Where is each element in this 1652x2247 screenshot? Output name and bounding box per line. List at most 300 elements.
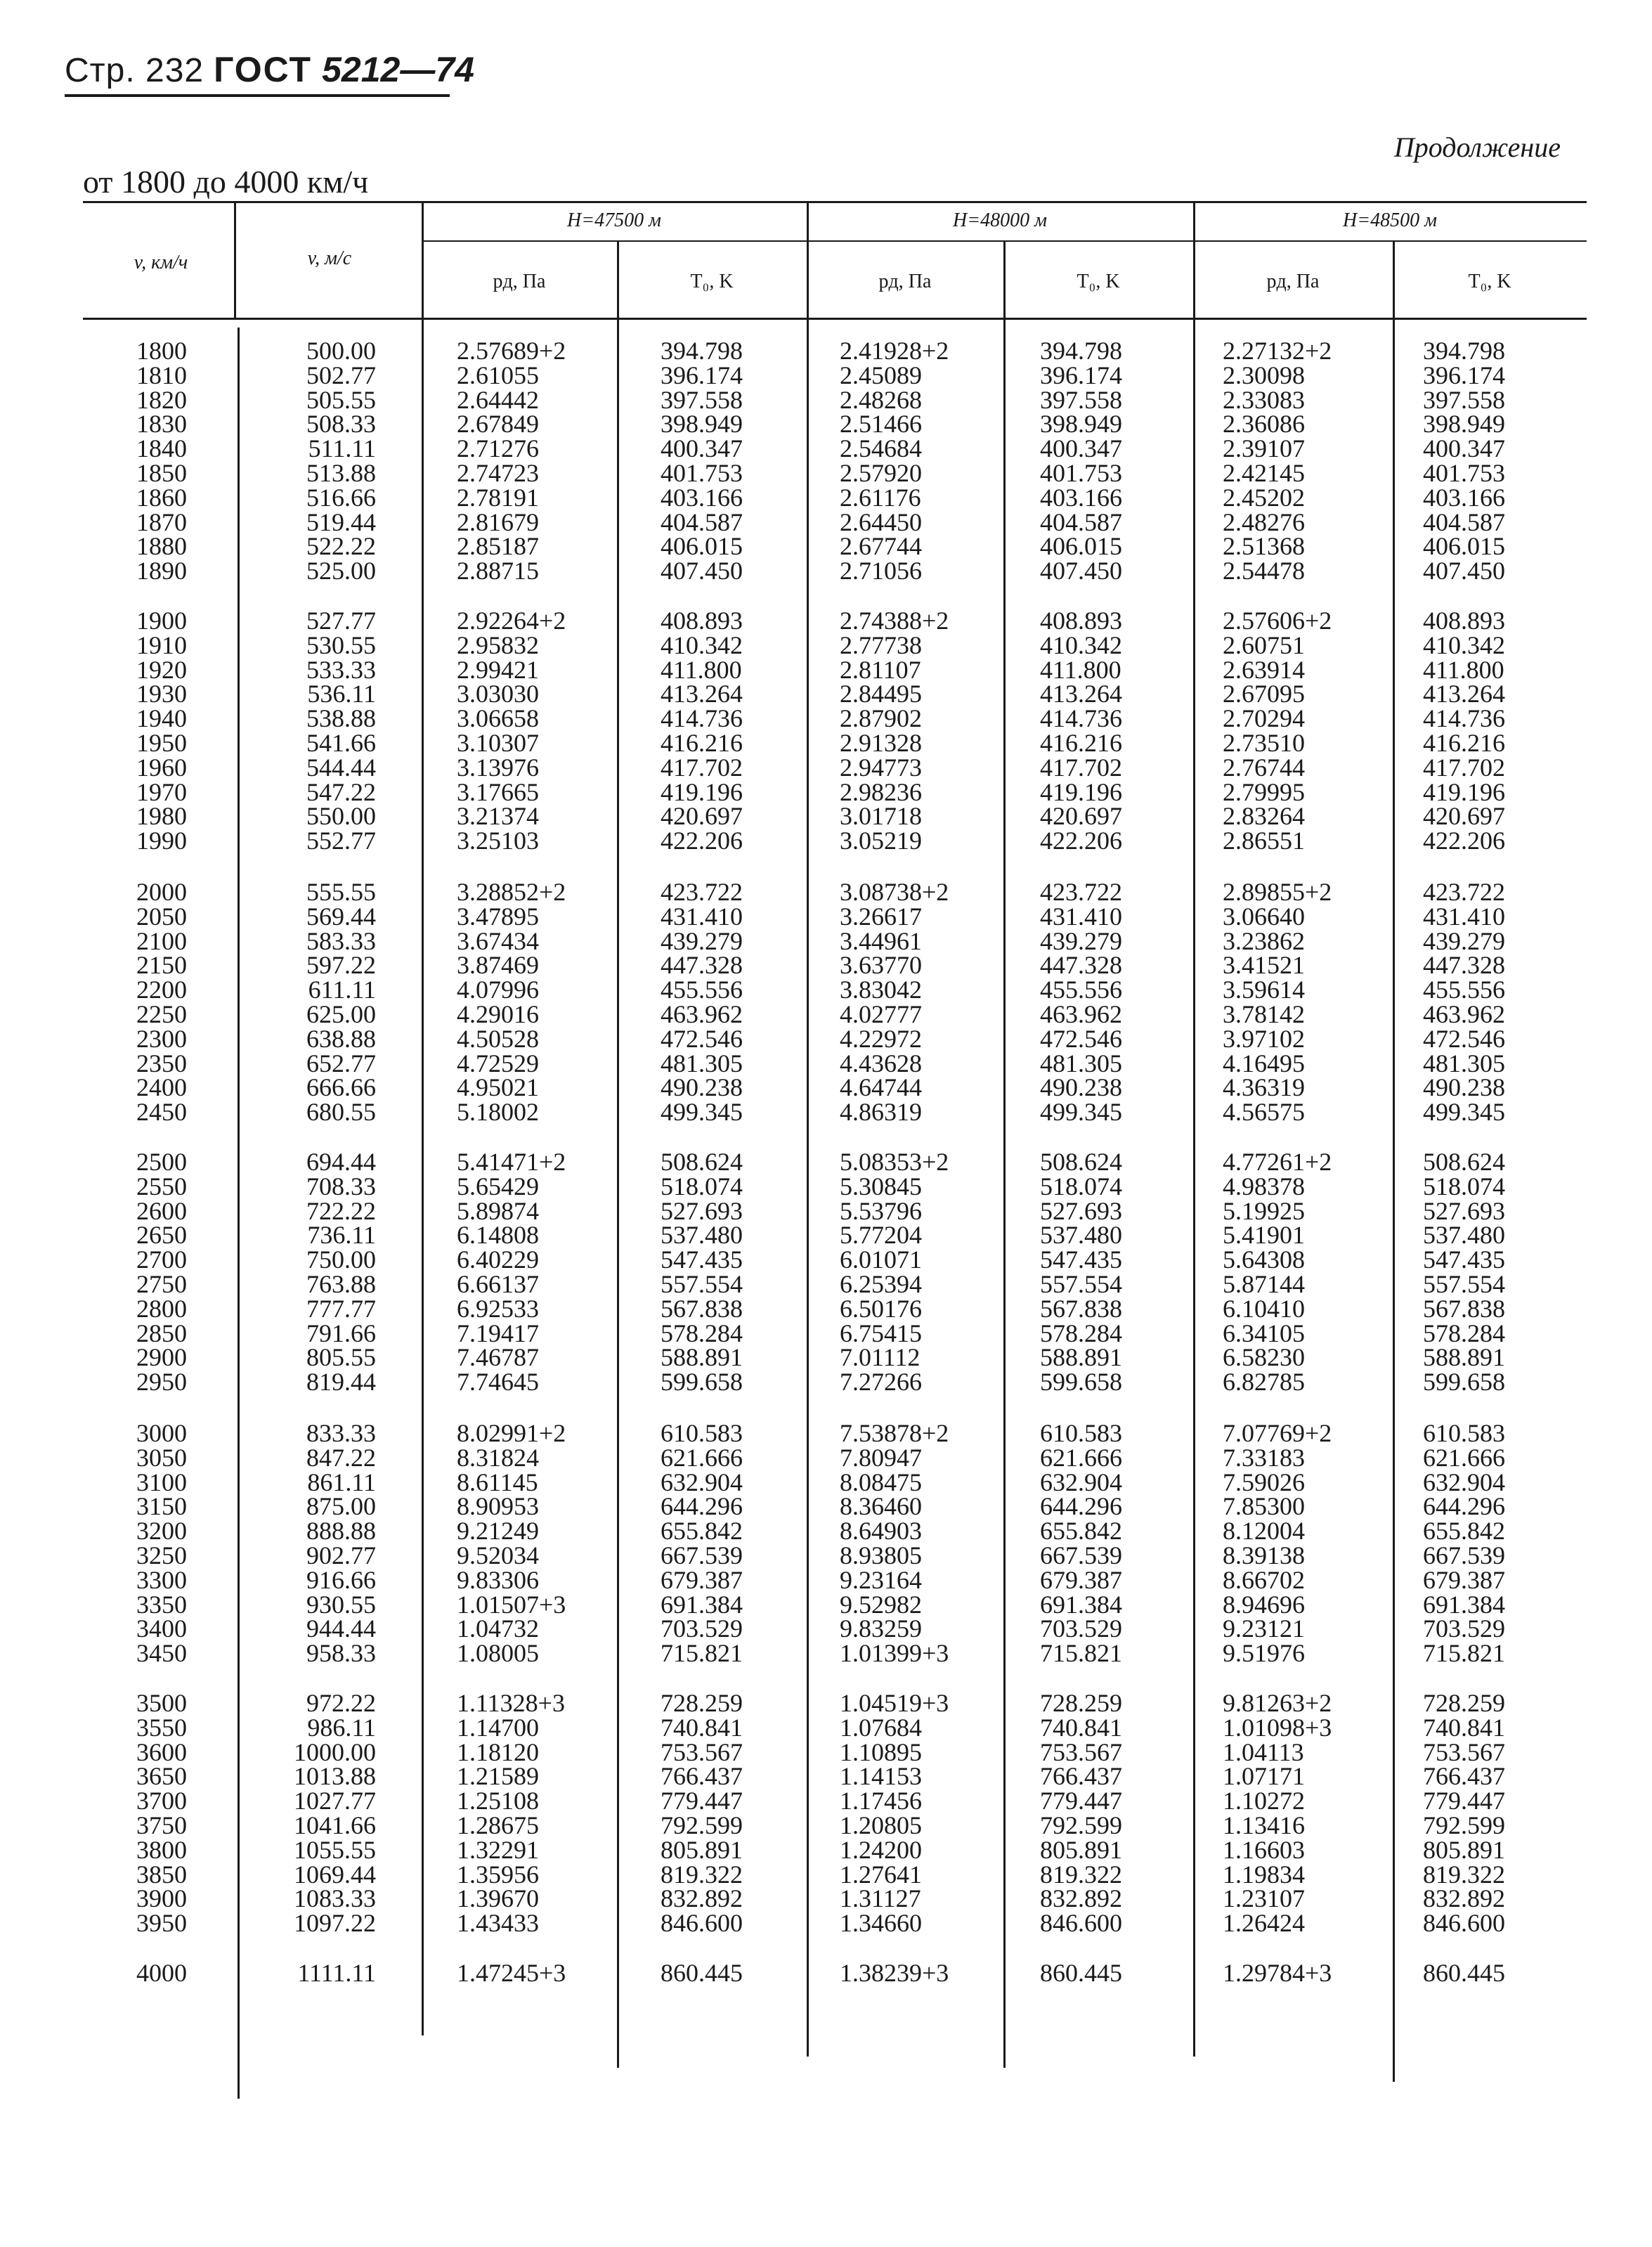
pressure-cell: 3.21374 (457, 802, 539, 831)
speed-kmh-cell: 3600 (136, 1737, 187, 1766)
temperature-cell: 679.387 (1040, 1565, 1122, 1594)
temperature-cell: 753.567 (1423, 1737, 1505, 1766)
temperature-cell: 431.410 (1040, 902, 1122, 931)
pressure-cell: 4.02777 (840, 1000, 922, 1028)
pressure-cell: 1.08005 (457, 1639, 539, 1668)
temperature-cell: 557.554 (1423, 1270, 1505, 1298)
header-altitude-2: H=48000 м (953, 209, 1047, 231)
speed-kmh-cell: 1830 (136, 410, 187, 439)
pressure-cell: 3.63770 (840, 951, 922, 980)
temperature-cell: 644.296 (661, 1492, 743, 1521)
temperature-cell: 422.206 (1423, 827, 1505, 855)
speed-ms-cell: 533.33 (306, 655, 376, 684)
temperature-cell: 644.296 (1423, 1492, 1505, 1521)
speed-ms-cell: 791.66 (306, 1319, 376, 1347)
pressure-cell: 1.38239+3 (840, 1959, 949, 1987)
pressure-cell: 3.97102 (1223, 1024, 1305, 1053)
pressure-cell: 2.51466 (840, 410, 922, 439)
temperature-cell: 508.624 (1423, 1148, 1505, 1176)
pressure-cell: 2.64442 (457, 385, 539, 414)
temperature-cell: 588.891 (661, 1343, 743, 1372)
pressure-cell: 9.23164 (840, 1565, 922, 1594)
pressure-cell: 9.52034 (457, 1541, 539, 1569)
table-row (0, 1272, 1652, 1297)
temperature-cell: 397.558 (1040, 385, 1122, 414)
speed-kmh-cell: 3750 (136, 1811, 187, 1839)
table-row (0, 363, 1652, 388)
temperature-cell: 406.015 (661, 532, 743, 561)
temperature-cell: 394.798 (661, 337, 743, 365)
temperature-cell: 397.558 (661, 385, 743, 414)
speed-ms-cell: 736.11 (307, 1221, 376, 1250)
pressure-cell: 1.01098+3 (1223, 1713, 1332, 1742)
speed-ms-cell: 930.55 (306, 1590, 376, 1619)
pressure-cell: 8.61145 (457, 1468, 538, 1496)
temperature-cell: 819.322 (1423, 1860, 1505, 1889)
temperature-cell: 527.693 (661, 1196, 743, 1225)
pressure-cell: 8.31824 (457, 1443, 539, 1472)
pressure-cell: 4.16495 (1223, 1049, 1305, 1077)
pressure-cell: 5.53796 (840, 1196, 922, 1225)
temperature-cell: 413.264 (1423, 680, 1505, 708)
temperature-cell: 779.447 (1423, 1787, 1505, 1815)
temperature-cell: 397.558 (1423, 385, 1505, 414)
speed-kmh-cell: 3250 (136, 1541, 187, 1569)
table-row (0, 1565, 1652, 1594)
temperature-cell: 447.328 (661, 951, 743, 980)
pressure-cell: 8.36460 (840, 1492, 922, 1521)
pressure-cell: 7.27266 (840, 1368, 922, 1397)
table-row (0, 461, 1652, 486)
temperature-cell: 417.702 (661, 753, 743, 782)
temperature-cell: 632.904 (1040, 1468, 1122, 1496)
page-header (65, 49, 474, 105)
speed-ms-cell: 680.55 (306, 1098, 376, 1127)
temperature-cell: 832.892 (1423, 1884, 1505, 1913)
speed-ms-cell: 597.22 (306, 951, 376, 980)
pressure-cell: 2.39107 (1223, 434, 1305, 463)
temperature-cell: 455.556 (1040, 976, 1122, 1004)
table-row (0, 1590, 1652, 1619)
speed-ms-cell: 986.11 (307, 1713, 376, 1742)
speed-ms-cell: 552.77 (306, 827, 376, 855)
temperature-cell: 667.539 (1423, 1541, 1505, 1569)
pressure-cell: 3.23862 (1223, 926, 1305, 955)
temperature-cell: 423.722 (1040, 878, 1122, 906)
temperature-cell: 728.259 (1423, 1689, 1505, 1717)
table-row (0, 682, 1652, 706)
temperature-cell: 667.539 (661, 1541, 743, 1569)
temperature-cell: 410.342 (1423, 630, 1505, 659)
pressure-cell: 1.18120 (457, 1737, 539, 1766)
temperature-cell: 860.445 (1423, 1959, 1505, 1987)
speed-kmh-cell: 3800 (136, 1835, 187, 1864)
table-row (0, 731, 1652, 756)
table-row (0, 829, 1652, 853)
temperature-cell: 447.328 (1423, 951, 1505, 980)
temperature-cell: 408.893 (1040, 607, 1122, 635)
pressure-cell: 2.78191 (457, 483, 539, 512)
speed-kmh-cell: 1810 (136, 361, 187, 389)
temperature-cell: 481.305 (1040, 1049, 1122, 1077)
pressure-cell: 8.66702 (1223, 1565, 1305, 1594)
pressure-cell: 2.57606+2 (1223, 607, 1332, 635)
pressure-cell: 3.41521 (1223, 951, 1305, 980)
pressure-cell: 1.43433 (457, 1909, 539, 1938)
pressure-cell: 3.08738+2 (840, 878, 949, 906)
temperature-cell: 414.736 (1040, 704, 1122, 733)
temperature-cell: 527.693 (1423, 1196, 1505, 1225)
pressure-cell: 2.61176 (840, 483, 921, 512)
temperature-cell: 410.342 (1040, 630, 1122, 659)
table-row (0, 655, 1652, 684)
pressure-cell: 6.50176 (840, 1294, 922, 1323)
table-row (0, 1737, 1652, 1766)
temperature-cell: 408.893 (661, 607, 743, 635)
speed-kmh-cell: 3050 (136, 1443, 187, 1472)
speed-kmh-cell: 1950 (136, 729, 187, 757)
pressure-cell: 8.12004 (1223, 1517, 1305, 1546)
temperature-cell: 728.259 (661, 1689, 743, 1717)
temperature-cell: 420.697 (661, 802, 743, 831)
pressure-cell: 2.86551 (1223, 827, 1305, 855)
pressure-cell: 4.22972 (840, 1024, 922, 1053)
speed-ms-cell: 902.77 (306, 1541, 376, 1569)
temperature-cell: 499.345 (1423, 1098, 1505, 1127)
pressure-cell: 1.39670 (457, 1884, 539, 1913)
temperature-cell: 588.891 (1423, 1343, 1505, 1372)
speed-kmh-cell: 2750 (136, 1270, 187, 1298)
temperature-cell: 715.821 (1423, 1639, 1505, 1668)
temperature-cell: 403.166 (661, 483, 743, 512)
temperature-cell: 846.600 (1423, 1909, 1505, 1938)
temperature-cell: 499.345 (661, 1098, 743, 1127)
speed-kmh-cell: 2950 (136, 1368, 187, 1397)
pressure-cell: 2.83264 (1223, 802, 1305, 831)
temperature-cell: 805.891 (1040, 1835, 1122, 1864)
pressure-cell: 1.11328+3 (457, 1689, 565, 1717)
temperature-cell: 401.753 (1040, 459, 1122, 487)
temperature-cell: 703.529 (1040, 1614, 1122, 1643)
pressure-cell: 2.61055 (457, 361, 539, 389)
pressure-cell: 7.07769+2 (1223, 1419, 1332, 1447)
temperature-cell: 414.736 (1423, 704, 1505, 733)
temperature-cell: 567.838 (661, 1294, 743, 1323)
temperature-cell: 632.904 (661, 1468, 743, 1496)
speed-ms-cell: 522.22 (306, 532, 376, 561)
speed-ms-cell: 538.88 (306, 704, 376, 733)
speed-kmh-cell: 2850 (136, 1319, 187, 1347)
pressure-cell: 9.83259 (840, 1614, 922, 1643)
temperature-cell: 411.800 (1040, 655, 1121, 684)
pressure-cell: 2.87902 (840, 704, 922, 733)
table-row (0, 1764, 1652, 1789)
pressure-cell: 4.36319 (1223, 1073, 1305, 1102)
pressure-cell: 2.92264+2 (457, 607, 566, 635)
temperature-cell: 740.841 (1423, 1713, 1505, 1742)
temperature-cell: 439.279 (1040, 926, 1122, 955)
pressure-cell: 1.04113 (1223, 1737, 1304, 1766)
speed-kmh-cell: 1890 (136, 557, 187, 585)
speed-ms-cell: 1027.77 (294, 1787, 376, 1815)
pressure-cell: 7.46787 (457, 1343, 539, 1372)
table-top-rule (83, 201, 1587, 203)
speed-ms-cell: 805.55 (306, 1343, 376, 1372)
speed-kmh-cell: 2300 (136, 1024, 187, 1053)
temperature-cell: 404.587 (1040, 507, 1122, 536)
table-row (0, 1368, 1652, 1397)
speed-ms-cell: 750.00 (306, 1245, 376, 1274)
table-row (0, 1075, 1652, 1100)
table-row (0, 1470, 1652, 1495)
pressure-cell: 2.91328 (840, 729, 922, 757)
speed-kmh-cell: 3450 (136, 1639, 187, 1668)
speed-ms-cell: 763.88 (306, 1270, 376, 1298)
pressure-cell: 2.88715 (457, 557, 539, 585)
temperature-cell: 400.347 (1423, 434, 1505, 463)
pressure-cell: 1.16603 (1223, 1835, 1305, 1864)
pressure-cell: 2.76744 (1223, 753, 1305, 782)
pressure-cell: 2.63914 (1223, 655, 1305, 684)
temperature-cell: 481.305 (1423, 1049, 1505, 1077)
pressure-cell: 3.26617 (840, 902, 922, 931)
pressure-cell: 2.77738 (840, 630, 922, 659)
temperature-cell: 398.949 (1040, 410, 1122, 439)
temperature-cell: 420.697 (1040, 802, 1122, 831)
temperature-cell: 792.599 (1040, 1811, 1122, 1839)
pressure-cell: 3.05219 (840, 827, 922, 855)
pressure-cell: 2.45202 (1223, 483, 1305, 512)
pressure-cell: 1.19834 (1223, 1860, 1305, 1889)
pressure-cell: 5.64308 (1223, 1245, 1305, 1274)
pressure-cell: 3.28852+2 (457, 878, 566, 906)
table-row (0, 1641, 1652, 1666)
pressure-cell: 5.30845 (840, 1172, 922, 1200)
speed-kmh-cell: 3350 (136, 1590, 187, 1619)
pressure-cell: 8.90953 (457, 1492, 539, 1521)
speed-ms-cell: 861.11 (307, 1468, 376, 1496)
temperature-cell: 703.529 (1423, 1614, 1505, 1643)
temperature-cell: 610.583 (661, 1419, 743, 1447)
table-row (0, 1789, 1652, 1813)
temperature-cell: 740.841 (661, 1713, 743, 1742)
speed-kmh-cell: 2800 (136, 1294, 187, 1323)
temperature-cell: 407.450 (1040, 557, 1122, 585)
speed-ms-cell: 972.22 (306, 1689, 376, 1717)
pressure-cell: 1.24200 (840, 1835, 922, 1864)
speed-ms-cell: 530.55 (306, 630, 376, 659)
speed-ms-cell: 1069.44 (294, 1860, 376, 1889)
temperature-cell: 416.216 (1040, 729, 1122, 757)
table-row (0, 1002, 1652, 1027)
pressure-cell: 1.35956 (457, 1860, 539, 1889)
temperature-cell: 407.450 (1423, 557, 1505, 585)
temperature-cell: 413.264 (1040, 680, 1122, 708)
pressure-cell: 9.23121 (1223, 1614, 1305, 1643)
speed-ms-cell: 500.00 (306, 337, 376, 365)
temperature-cell: 805.891 (1423, 1835, 1505, 1864)
pressure-cell: 1.25108 (457, 1787, 539, 1815)
table-row (0, 385, 1652, 414)
table-row (0, 436, 1652, 461)
pressure-cell: 9.52982 (840, 1590, 922, 1619)
col-divider (234, 201, 236, 318)
temperature-cell: 406.015 (1040, 532, 1122, 561)
pressure-cell: 2.57920 (840, 459, 922, 487)
speed-ms-cell: 1111.11 (297, 1959, 376, 1987)
pressure-cell: 1.17456 (840, 1787, 922, 1815)
speed-ms-cell: 536.11 (307, 680, 376, 708)
speed-kmh-cell: 1840 (136, 434, 187, 463)
speed-ms-cell: 694.44 (306, 1148, 376, 1176)
pressure-cell: 7.19417 (457, 1319, 539, 1347)
pressure-cell: 1.07171 (1223, 1762, 1305, 1791)
temperature-cell: 508.624 (1040, 1148, 1122, 1176)
table-row (0, 1174, 1652, 1199)
table-row (0, 630, 1652, 659)
speed-kmh-cell: 1940 (136, 704, 187, 733)
pressure-cell: 2.84495 (840, 680, 922, 708)
pressure-cell: 6.82785 (1223, 1368, 1305, 1397)
table-row (0, 534, 1652, 559)
pressure-cell: 2.89855+2 (1223, 878, 1332, 906)
pressure-cell: 3.44961 (840, 926, 922, 955)
pressure-cell: 4.77261+2 (1223, 1148, 1332, 1176)
temperature-cell: 610.583 (1040, 1419, 1122, 1447)
speed-kmh-cell: 3650 (136, 1762, 187, 1791)
temperature-cell: 422.206 (1040, 827, 1122, 855)
speed-kmh-cell: 1850 (136, 459, 187, 487)
temperature-cell: 691.384 (1423, 1590, 1505, 1619)
pressure-cell: 2.99421 (457, 655, 539, 684)
pressure-cell: 2.85187 (457, 532, 539, 561)
pressure-cell: 4.72529 (457, 1049, 539, 1077)
temperature-cell: 447.328 (1040, 951, 1122, 980)
temperature-cell: 819.322 (1040, 1860, 1122, 1889)
temperature-cell: 846.600 (661, 1909, 743, 1938)
temperature-cell: 416.216 (661, 729, 743, 757)
temperature-cell: 753.567 (1040, 1737, 1122, 1766)
pressure-cell: 2.33083 (1223, 385, 1305, 414)
temperature-cell: 401.753 (661, 459, 743, 487)
table-row (0, 339, 1652, 363)
pressure-cell: 7.01112 (840, 1343, 921, 1372)
temperature-cell: 518.074 (1040, 1172, 1122, 1200)
speed-kmh-cell: 2600 (136, 1196, 187, 1225)
temperature-cell: 832.892 (661, 1884, 743, 1913)
temperature-cell: 846.600 (1040, 1909, 1122, 1938)
temperature-cell: 490.238 (1423, 1073, 1505, 1102)
temperature-cell: 537.480 (661, 1221, 743, 1250)
temperature-cell: 860.445 (661, 1959, 743, 1987)
table-header-rule (83, 318, 1587, 320)
pressure-cell: 1.07684 (840, 1713, 922, 1742)
pressure-cell: 8.94696 (1223, 1590, 1305, 1619)
table-row (0, 1150, 1652, 1174)
speed-kmh-cell: 2350 (136, 1049, 187, 1077)
table-row (0, 1517, 1652, 1546)
header-pressure: pд, Па (493, 271, 546, 292)
speed-kmh-cell: 1930 (136, 680, 187, 708)
header-pressure: pд, Па (878, 271, 932, 292)
pressure-cell: 7.80947 (840, 1443, 922, 1472)
temperature-cell: 621.666 (1040, 1443, 1122, 1472)
pressure-cell: 6.01071 (840, 1245, 922, 1274)
pressure-cell: 2.48268 (840, 385, 922, 414)
temperature-cell: 599.658 (661, 1368, 743, 1397)
pressure-cell: 4.95021 (457, 1073, 539, 1102)
speed-ms-cell: 1041.66 (294, 1811, 376, 1839)
pressure-cell: 1.20805 (840, 1811, 922, 1839)
temperature-cell: 490.238 (661, 1073, 743, 1102)
table-row (0, 706, 1652, 731)
header-altitude-3: H=48500 м (1343, 209, 1437, 231)
speed-ms-cell: 625.00 (306, 1000, 376, 1028)
speed-ms-cell: 1000.00 (294, 1737, 376, 1766)
temperature-cell: 431.410 (661, 902, 743, 931)
speed-ms-cell: 666.66 (306, 1073, 376, 1102)
pressure-cell: 2.67849 (457, 410, 539, 439)
page-number: Стр. 232 (65, 52, 204, 89)
temperature-cell: 715.821 (661, 1639, 743, 1668)
temperature-cell: 398.949 (1423, 410, 1505, 439)
speed-kmh-cell: 2150 (136, 951, 187, 980)
speed-kmh-cell: 2250 (136, 1000, 187, 1028)
temperature-cell: 411.800 (661, 655, 742, 684)
temperature-cell: 416.216 (1423, 729, 1505, 757)
pressure-cell: 6.66137 (457, 1270, 539, 1298)
pressure-cell: 1.29784+3 (1223, 1959, 1332, 1987)
pressure-cell: 2.30098 (1223, 361, 1305, 389)
speed-kmh-cell: 2550 (136, 1172, 187, 1200)
pressure-cell: 1.26424 (1223, 1909, 1305, 1938)
pressure-cell: 7.74645 (457, 1368, 539, 1397)
speed-ms-cell: 527.77 (306, 607, 376, 635)
speed-kmh-cell: 3150 (136, 1492, 187, 1521)
table-row (0, 1614, 1652, 1643)
pressure-cell: 2.98236 (840, 777, 922, 806)
speed-ms-cell: 505.55 (306, 385, 376, 414)
table-row (0, 1321, 1652, 1346)
pressure-cell: 2.94773 (840, 753, 922, 782)
temperature-cell: 394.798 (1423, 337, 1505, 365)
temperature-cell: 667.539 (1040, 1541, 1122, 1569)
pressure-cell: 2.81107 (840, 655, 921, 684)
pressure-cell: 3.87469 (457, 951, 539, 980)
pressure-cell: 8.02991+2 (457, 1419, 566, 1447)
speed-ms-cell: 847.22 (306, 1443, 376, 1472)
pressure-cell: 2.51368 (1223, 532, 1305, 561)
pressure-cell: 5.41901 (1223, 1221, 1305, 1250)
table-row (0, 1196, 1652, 1225)
pressure-cell: 6.14808 (457, 1221, 539, 1250)
speed-ms-cell: 1013.88 (294, 1762, 376, 1791)
pressure-cell: 4.43628 (840, 1049, 922, 1077)
table-row (0, 1961, 1652, 1986)
speed-ms-cell: 583.33 (306, 926, 376, 955)
pressure-cell: 2.27132+2 (1223, 337, 1332, 365)
pressure-cell: 8.64903 (840, 1517, 922, 1546)
table-row (0, 1345, 1652, 1370)
speed-kmh-cell: 2000 (136, 878, 187, 906)
speed-ms-cell: 888.88 (306, 1517, 376, 1546)
speed-kmh-cell: 4000 (136, 1959, 187, 1987)
pressure-cell: 2.67744 (840, 532, 922, 561)
continuation-note: Продолжение (1393, 131, 1561, 163)
pressure-cell: 2.60751 (1223, 630, 1305, 659)
temperature-cell: 394.798 (1040, 337, 1122, 365)
temperature-cell: 463.962 (1423, 1000, 1505, 1028)
